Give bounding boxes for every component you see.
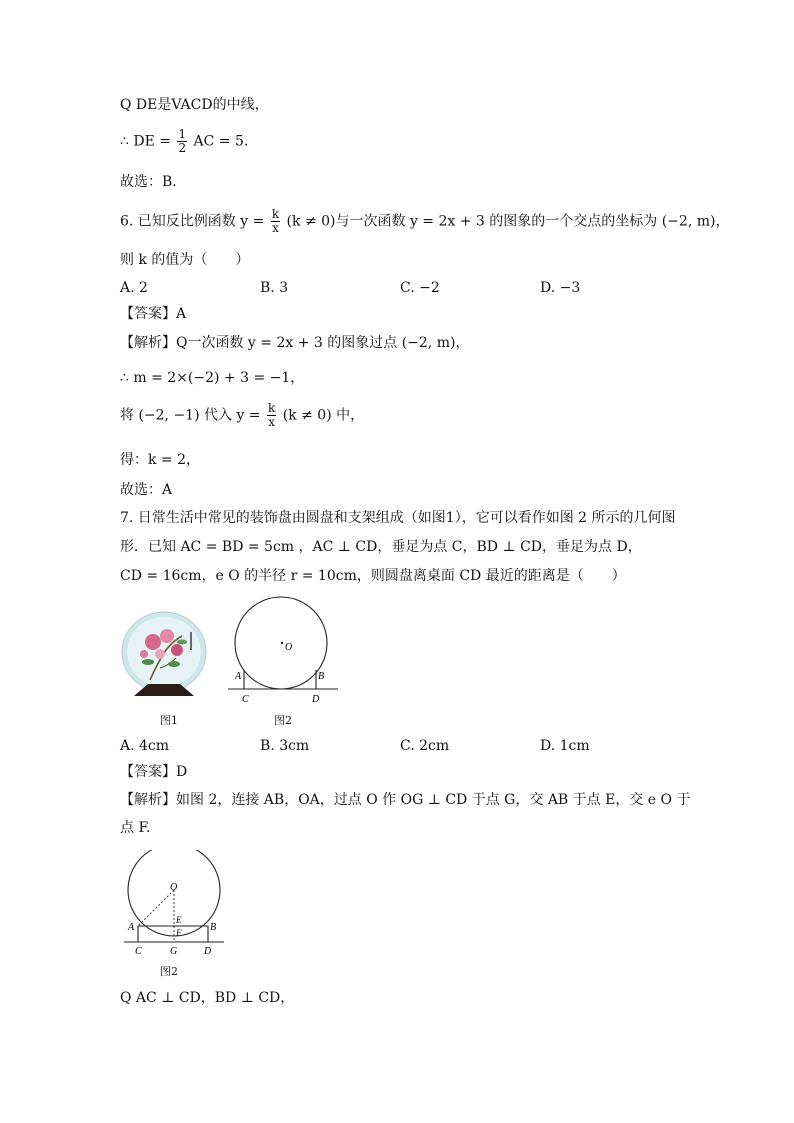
q6-option-c: C. −2 (400, 280, 440, 296)
fig2-label-a: A (235, 671, 242, 682)
q6-frac-den: x (272, 221, 279, 235)
figure-2-caption: 图2 (274, 714, 292, 727)
figure-2-diagram (228, 595, 338, 707)
q6-analysis-4: 得：k = 2， (120, 452, 201, 468)
fig3-label-o: O (170, 882, 178, 893)
q7-stem-2: 形．已知 AC = BD = 5cm ，AC ⊥ CD，垂足为点 C，BD ⊥ CD，垂足为点 D， (120, 539, 642, 555)
fraction-numerator: 1 (178, 127, 187, 141)
decorative-plate-image (120, 610, 208, 702)
q6-option-a: A. 2 (120, 280, 148, 296)
fig3-label-f: F (176, 928, 182, 938)
q6-frac-num: k (271, 207, 280, 221)
text-line-1: Q DE是VACD的中线， (120, 97, 269, 113)
q7-analysis-2: 点 F. (120, 820, 151, 836)
fig3-label-b: B (210, 922, 217, 933)
fig2-label-c: C (242, 694, 249, 705)
fig3-label-c: C (135, 946, 142, 957)
q6-analysis-fraction (267, 402, 276, 429)
fig3-label-e: E (176, 915, 182, 925)
fraction-half (177, 128, 187, 155)
q6-analysis-2: ∴ m = 2×(−2) + 3 = −1， (120, 370, 305, 386)
q6-stem-post: (k ≠ 0)与一次函数 y = 2x + 3 的图象的一个交点的坐标为 (−2, m)， (286, 213, 730, 230)
q7-option-d: D. 1cm (540, 738, 590, 754)
q7-stem-1: 7. 日常生活中常见的装饰盘由圆盘和支架组成（如图1），它可以看作如图 2 所示的几何图 (120, 510, 676, 526)
q7-analysis-1: 【解析】如图 2，连接 AB，OA，过点 O 作 OG ⊥ CD 于点 G，交 AB 于点 E，交 e O 于 (120, 792, 691, 808)
text-line-3: 故选：B． (120, 174, 187, 190)
q6-analysis-3-pre: 将 (−2, −1) 代入 y = (120, 407, 261, 424)
q7-option-b: B. 3cm (260, 738, 310, 754)
fig2-label-b: B (318, 671, 325, 682)
fig2-label-d: D (312, 694, 320, 705)
fig3-label-g: G (170, 946, 178, 957)
q6-analysis-3-post: (k ≠ 0) 中， (282, 407, 365, 424)
q6-option-d: D. −3 (540, 280, 581, 296)
fig2-label-o: O (285, 642, 293, 653)
q7-options (120, 738, 680, 754)
q7-option-a: A. 4cm (120, 738, 170, 754)
fraction-denominator: 2 (178, 141, 187, 155)
fig3-label-a: A (128, 922, 135, 933)
q6-answer: 【答案】A (120, 306, 187, 322)
q7-stem-3: CD = 16cm，e O 的半径 r = 10cm，则圆盘离桌面 CD 最近的距离是（ ） (120, 568, 626, 584)
q6-stem-pre: 6. 已知反比例函数 y = (120, 213, 265, 230)
q6-option-b: B. 3 (260, 280, 289, 296)
eq-suffix: AC = 5. (193, 133, 249, 150)
q7-option-c: C. 2cm (400, 738, 450, 754)
analysis-figure-caption: 图2 (160, 965, 178, 978)
q7-last-line: Q AC ⊥ CD，BD ⊥ CD， (120, 990, 295, 1006)
q6-analysis-frac-num: k (268, 401, 276, 415)
q6-analysis-5: 故选：A (120, 482, 173, 498)
q6-options (120, 280, 680, 296)
q6-stem-line2: 则 k 的值为（ ） (120, 252, 250, 268)
q7-answer: 【答案】D (120, 764, 188, 780)
eq-prefix: ∴ DE = (120, 133, 171, 150)
q6-fraction (271, 208, 280, 235)
q6-analysis-frac-den: x (268, 415, 276, 429)
q6-analysis-1: 【解析】Q一次函数 y = 2x + 3 的图象过点 (−2, m)， (120, 335, 470, 351)
fig3-label-d: D (204, 946, 212, 957)
text-line-2 (120, 128, 248, 155)
figure-1-caption: 图1 (160, 714, 178, 727)
q6-stem (120, 208, 729, 235)
q6-analysis-3 (120, 402, 364, 429)
analysis-figure-diagram (120, 850, 228, 960)
